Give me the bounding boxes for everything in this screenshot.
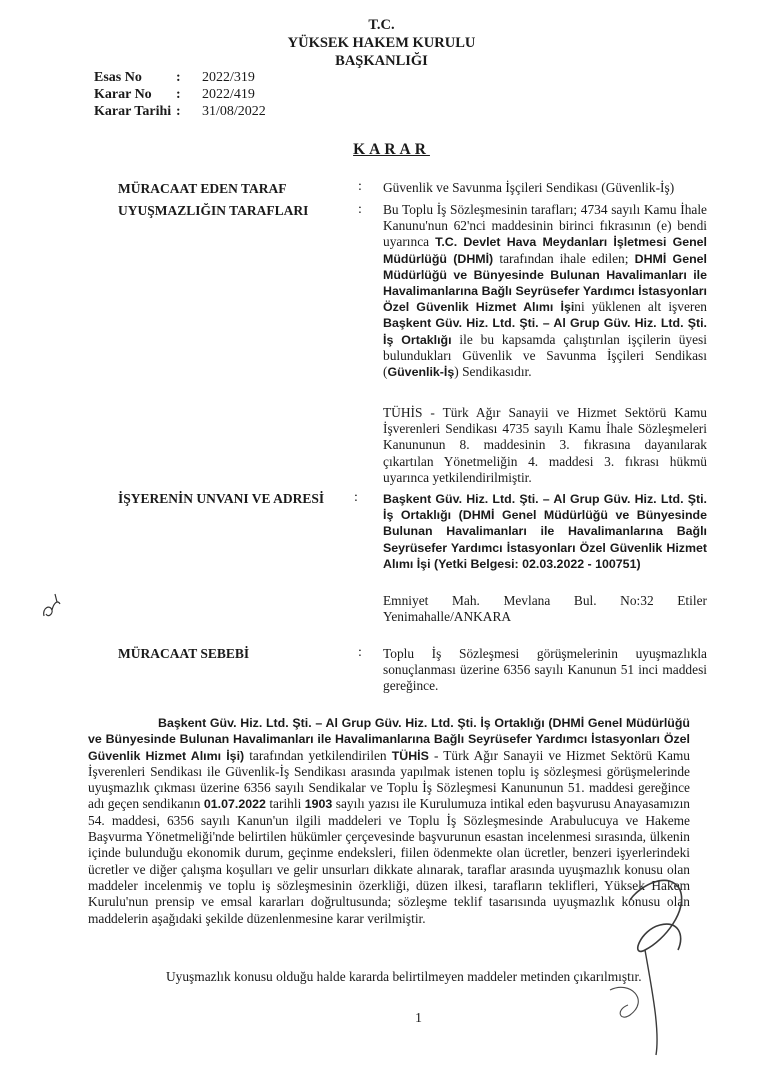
employer-name: Başkent Güv. Hiz. Ltd. Şti. – Al Grup Güv. Hiz. Ltd. Şti. İş Ortaklığı (DHMİ Genel Müdürlüğü ve Bünyesinde Bulunan Havalimanları ile Havalimanlarına Bağlı Seyrüsefer Yardımcı İstasyonları Özel Güvenlik Hizmet Alımı İşi (Yetki Belgesi: 02.03.2022 - 100751)	[383, 492, 707, 571]
karar-row	[94, 86, 266, 103]
decision-body-paragraph: Başkent Güv. Hiz. Ltd. Şti. – Al Grup Güv. Hiz. Ltd. Şti. İş Ortaklığı (DHMİ Genel Müdürlüğü ve Bünyesinde Bulunan Havalimanları ile Havalimanlarına Bağlı Seyrüsefer Yardımcı İstasyonları Özel Güvenlik Hizmet Alımı İşi) tarafından yetkilendirilen TÜHİS - Türk Ağır Sanayii ve Hizmet Sektörü Kamu İşverenleri Sendikası ile Güvenlik-İş Sendikası arasında yapılmak istenen toplu iş sözleşmesi görüşmelerinde uyuşmazlık çıkması üzerine 6356 sayılı Sendikalar ve Toplu İş Sözleşmesi Kanununun 51. maddesi gereğince adı geçen sendikanın 01.07.2022 tarihli 1903 sayılı yazısı ile Kurulumuza intikal eden başvurusu Anayasamızın 54. maddesi, 6356 sayılı Kanun'un ilgili maddeleri ve Toplu İş Sözleşmesinde Arabulucuya ve Hakeme Başvurma Yönetmeliği'nde belirtilen hükümler çerçevesinde başvurunun esastan incelenmesi sırasında, ülkenin içinde bulunduğu ekonomik durum, geçinme endeksleri, fiilen ödenmekte olan ücretler, benzeri işyerlerindeki ücretler ve diğer çalışma koşulları ve gelir unsurları dikkate alınarak, taraflar arasında uyuşmazlık konusu olan maddeler incelenmiş ve toplu iş sözleşmesinin özerkliği, düzen ilkesi, tarafların teklifleri, Yüksek Hakem Kurulu'nun prensip ve emsal kararları doğrultusunda; sözleşme teklif tasarısında uyuşmazlık konusu olan maddelerin aşağıdaki şekilde düzenlenmesine karar verilmiştir.	[88, 716, 690, 926]
tarih-colon: :	[176, 104, 181, 119]
employer-label: İŞYERENİN UNVANI VE ADRESİ	[118, 491, 325, 506]
header-institution: YÜKSEK HAKEM KURULU	[287, 35, 476, 51]
karar-label: Karar No	[94, 87, 152, 102]
decision-heading	[0, 141, 763, 159]
parties-paragraph-1: Bu Toplu İş Sözleşmesinin tarafları; 4734 sayılı Kamu İhale Kanunu'nun 62'nci maddesinin birinci fıkrasının (e) bendi uyarınca T.C. Devlet Hava Meydanları İşletmesi Genel Müdürlüğü (DHMİ) tarafından ihale edilen; DHMİ Genel Müdürlüğü ve Bünyesinde Bulunan Havalimanları ile Havalimanlarına Bağlı Seyrüsefer Yardımcı İstasyonları Özel Güvenlik Hizmet Alımı İşini yüklenen alt işveren Başkent Güv. Hiz. Ltd. Şti. – Al Grup Güv. Hiz. Ltd. Şti. İş Ortaklığı ile bu kapsamda çalıştırılan işçilerin üyesi bulundukları Güvenlik ve Savunma İşçileri Sendikası (Güvenlik-İş) Sendikasıdır.	[383, 202, 708, 380]
tarih-value: 31/08/2022	[202, 104, 266, 119]
esas-row	[94, 69, 266, 86]
tarih-label: Karar Tarihi	[94, 104, 172, 119]
page-number: 1	[415, 1011, 422, 1026]
header-tc: T.C.	[368, 17, 395, 33]
reason-text: Toplu İş Sözleşmesi görüşmelerinin uyuşmazlıkla sonuçlanması üzerine 6356 sayılı Kanunun 51 inci maddesi gereğince.	[383, 646, 707, 694]
applicant-text: Güvenlik ve Savunma İşçileri Sendikası (Güvenlik-İş)	[383, 180, 675, 195]
decision-closing-paragraph: Uyuşmazlık konusu olduğu halde kararda belirtilmeyen maddeler metinden çıkarılmıştır.	[166, 969, 642, 984]
parties-colon: :	[358, 202, 362, 217]
header-presidency: BAŞKANLIĞI	[335, 53, 428, 69]
esas-colon: :	[176, 70, 181, 85]
reason-label: MÜRACAAT SEBEBİ	[118, 646, 250, 661]
esas-label: Esas No	[94, 70, 142, 85]
employer-address: Emniyet Mah. Mevlana Bul. No:32 Etiler Yenimahalle/ANKARA	[383, 593, 707, 625]
margin-initials-mark	[40, 590, 64, 624]
decision-heading-text: KARAR	[353, 141, 430, 158]
signature-mark	[560, 840, 720, 1070]
case-metadata	[94, 69, 266, 120]
applicant-colon: :	[358, 179, 362, 194]
tarih-row	[94, 103, 266, 120]
karar-value: 2022/419	[202, 87, 255, 102]
reason-colon: :	[358, 645, 362, 660]
applicant-label: MÜRACAAT EDEN TARAF	[118, 181, 287, 196]
esas-value: 2022/319	[202, 70, 255, 85]
parties-label: UYUŞMAZLIĞIN TARAFLARI	[118, 203, 309, 218]
parties-paragraph-2: TÜHİS - Türk Ağır Sanayii ve Hizmet Sektörü Kamu İşverenleri Sendikası 4735 sayılı Kamu İhale Sözleşmeleri Kanununun 8. maddesinin 3. fıkrasına dayanılarak çıkartılan Yönetmeliğin 4. maddesi 3. fıkrası hükmü uyarınca yetkilendirilmiştir.	[383, 405, 707, 485]
karar-colon: :	[176, 87, 181, 102]
employer-colon: :	[354, 490, 358, 505]
